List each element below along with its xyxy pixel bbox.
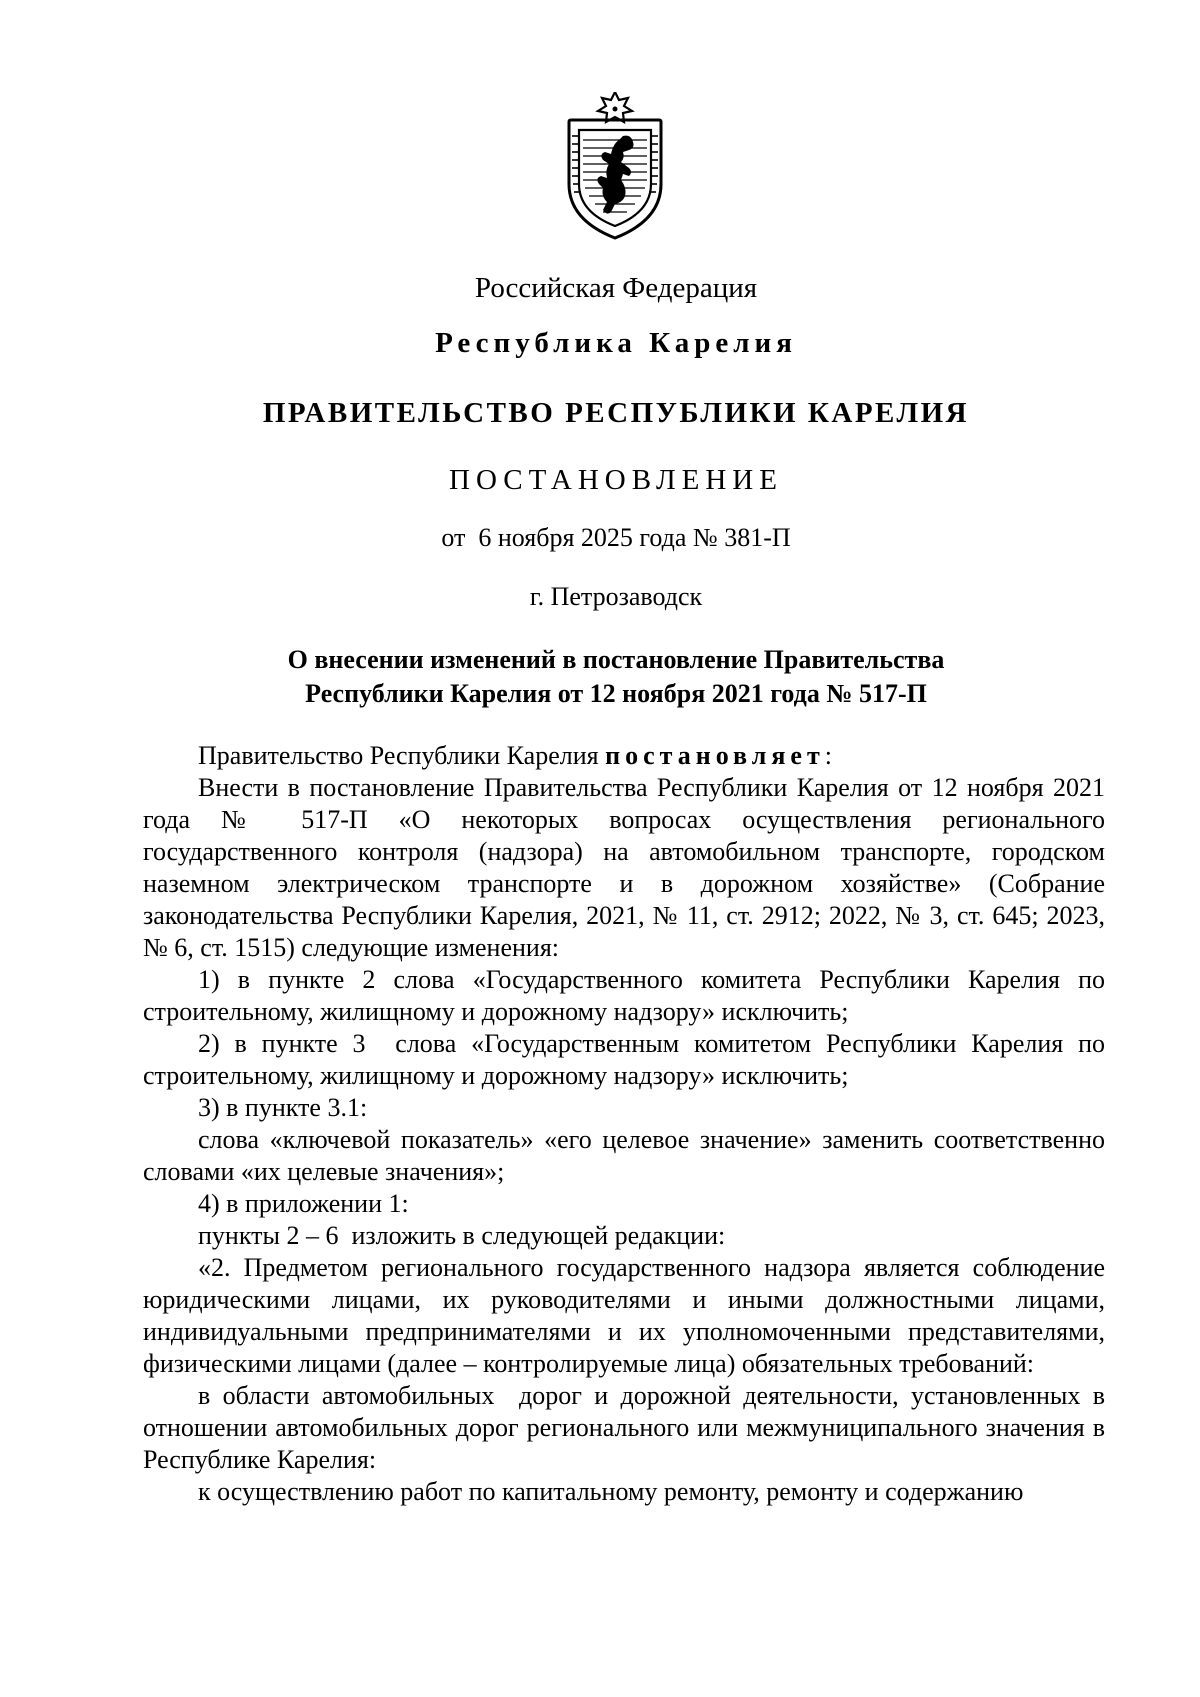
body-paragraph: Внести в постановление Правительства Республики Карелия от 12 ноября 2021 года № 517-П «О некоторых вопросах осуществления регионального государственного контроля (надзора) на автомобильном транспорте, городском наземном электрическом транспорте и в дорожном хозяйстве» (Собрание законодательства Республики Карелия, 2021, № 11, ст. 2912; 2022, № 3, ст. 645; 2023, № 6, ст. 1515) следующие изменения: bbox=[143, 773, 1112, 962]
body-paragraph: 3) в пункте 3.1: bbox=[198, 1093, 368, 1122]
body-paragraph: к осуществлению работ по капитальному ремонту, ремонту и содержанию bbox=[198, 1477, 1024, 1506]
document-city: г. Петрозаводск bbox=[529, 582, 703, 611]
country-name: Российская Федерация bbox=[474, 272, 758, 304]
subject-line-1: О внесении изменений в постановление Правительства bbox=[287, 645, 945, 674]
document-subject bbox=[0, 643, 1200, 711]
decree-intro: Правительство Республики Карелия bbox=[198, 741, 599, 770]
body-paragraph: 4) в приложении 1: bbox=[198, 1189, 409, 1218]
document-date-number: от 6 ноября 2025 года № 381-П bbox=[441, 523, 791, 552]
body-paragraph: слова «ключевой показатель» «его целевое значение» заменить соответственно словами «их целевые значения»; bbox=[143, 1125, 1112, 1186]
decree-colon: : bbox=[824, 741, 832, 770]
subject-line-2: Республики Карелия от 12 ноября 2021 года № 517-П bbox=[305, 679, 927, 708]
decree-verb: постановляет bbox=[605, 741, 825, 770]
decree-intro-paragraph bbox=[143, 740, 1105, 772]
body-paragraph: 2) в пункте 3 слова «Государственным комитетом Республики Карелия по строительному, жилищному и дорожному надзору» исключить; bbox=[143, 1029, 1112, 1090]
coat-of-arms-icon bbox=[563, 92, 667, 240]
document-type: ПОСТАНОВЛЕНИЕ bbox=[449, 464, 783, 496]
republic-name: Республика Карелия bbox=[435, 327, 797, 359]
body-paragraph: в области автомобильных дорог и дорожной деятельности, установленных в отношении автомобильных дорог регионального или межмуниципального значения в Республике Карелия: bbox=[143, 1381, 1112, 1474]
government-name: ПРАВИТЕЛЬСТВО РЕСПУБЛИКИ КАРЕЛИЯ bbox=[262, 397, 970, 429]
body-paragraph: «2. Предметом регионального государственного надзора является соблюдение юридическими лицами, их руководителями и иными должностными лицами, индивидуальными предпринимателями и их уполномоченными представителями, физическими лицами (далее – контролируемые лица) обязательных требований: bbox=[143, 1253, 1112, 1378]
body-paragraph: пункты 2 – 6 изложить в следующей редакции: bbox=[198, 1221, 726, 1250]
body-paragraph: 1) в пункте 2 слова «Государственного комитета Республики Карелия по строительному, жилищному и дорожному надзору» исключить; bbox=[143, 965, 1112, 1026]
document-body bbox=[143, 740, 1112, 1508]
